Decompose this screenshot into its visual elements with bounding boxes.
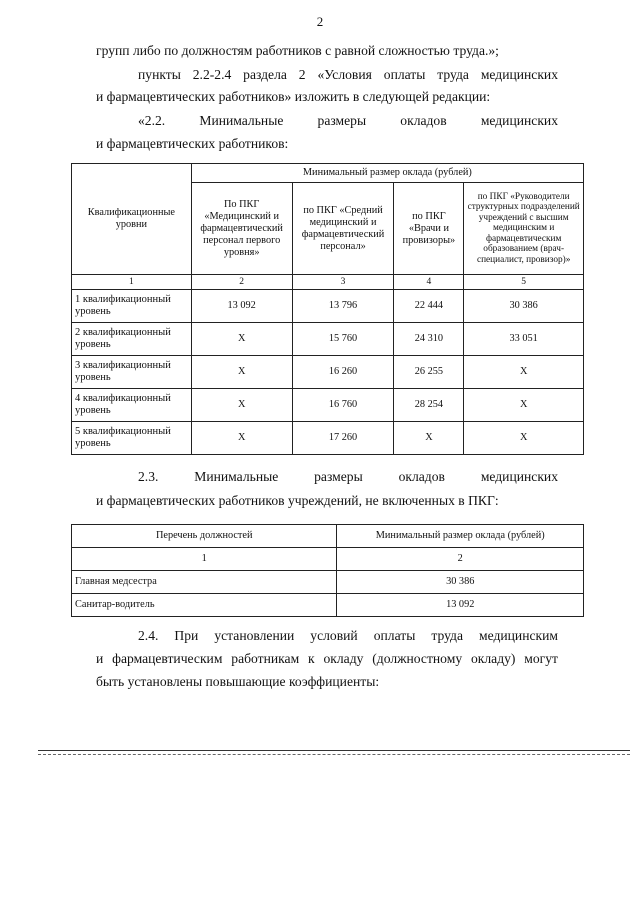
value-cell: 30 386	[464, 290, 584, 323]
table-row	[72, 422, 584, 455]
level-cell: 1 квалификационный уровень	[72, 290, 192, 323]
intro-line-5: и фармацевтических работников:	[96, 136, 289, 151]
page-number: 2	[316, 14, 324, 29]
value-cell: 33 051	[464, 323, 584, 356]
value-cell: X	[394, 422, 464, 455]
value-cell: 13 796	[292, 290, 394, 323]
section-2-4-line-1: 2.4. При установлении условий оплаты труда медицинским	[138, 628, 558, 643]
section-2-4-line-2: и фармацевтическим работникам к окладу (должностному окладу) могут	[96, 651, 558, 666]
table-row	[72, 290, 584, 323]
value-cell: 30 386	[337, 571, 584, 594]
col-number: 1	[72, 275, 192, 290]
section-2-3-line-2: и фармацевтических работников учреждений, не включенных в ПКГ:	[96, 493, 499, 508]
value-cell: 26 255	[394, 356, 464, 389]
value-cell: 16 760	[292, 389, 394, 422]
position-name: Главная медсестра	[72, 571, 337, 594]
value-cell: 17 260	[292, 422, 394, 455]
value-cell: X	[464, 422, 584, 455]
table-row	[72, 571, 584, 594]
level-cell: 5 квалификационный уровень	[72, 422, 192, 455]
table-row	[72, 323, 584, 356]
col-number: 4	[394, 275, 464, 290]
salary-table-pkg	[71, 163, 584, 455]
header-positions: Перечень должностей	[72, 525, 337, 548]
value-cell: 13 092	[337, 594, 584, 617]
header-min-salary: Минимальный размер оклада (рублей)	[337, 525, 584, 548]
col-number: 5	[464, 275, 584, 290]
value-cell: X	[191, 422, 292, 455]
intro-line-1: групп либо по должностям работников с равной сложностью труда.»;	[96, 43, 499, 58]
bottom-divider	[38, 750, 630, 751]
level-cell: 4 квалификационный уровень	[72, 389, 192, 422]
table-row	[72, 356, 584, 389]
value-cell: X	[191, 323, 292, 356]
table-row	[72, 389, 584, 422]
bottom-dashed-divider	[38, 754, 630, 755]
value-cell: 15 760	[292, 323, 394, 356]
header-pkg-doctors: по ПКГ «Врачи и провизоры»	[394, 183, 464, 275]
col-number: 3	[292, 275, 394, 290]
value-cell: 22 444	[394, 290, 464, 323]
intro-line-2: пункты 2.2-2.4 раздела 2 «Условия оплаты труда медицинских	[138, 67, 558, 82]
section-2-4-line-3: быть установлены повышающие коэффициенты:	[96, 674, 380, 689]
position-name: Санитар-водитель	[72, 594, 337, 617]
value-cell: 28 254	[394, 389, 464, 422]
level-cell: 2 квалификационный уровень	[72, 323, 192, 356]
col-number: 2	[337, 548, 584, 571]
salary-table-non-pkg	[71, 524, 584, 617]
table-row	[72, 594, 584, 617]
intro-line-3: и фармацевтических работников» изложить в следующей редакции:	[96, 89, 491, 104]
header-pkg-first-level: По ПКГ «Медицинский и фармацевтический персонал первого уровня»	[191, 183, 292, 275]
value-cell: X	[464, 356, 584, 389]
value-cell: 16 260	[292, 356, 394, 389]
value-cell: 13 092	[191, 290, 292, 323]
value-cell: X	[191, 389, 292, 422]
col-number: 1	[72, 548, 337, 571]
level-cell: 3 квалификационный уровень	[72, 356, 192, 389]
header-qualification-levels: Квалификационные уровни	[72, 164, 192, 275]
value-cell: 24 310	[394, 323, 464, 356]
header-pkg-heads: по ПКГ «Руководители структурных подразделений учреждений с высшим медицинским и фармацевтическим образованием (врач-специалист, провизор)»	[464, 183, 584, 275]
header-min-salary-group: Минимальный размер оклада (рублей)	[191, 164, 583, 183]
col-number: 2	[191, 275, 292, 290]
value-cell: X	[191, 356, 292, 389]
intro-line-4: «2.2. Минимальные размеры окладов медицинских	[138, 113, 558, 128]
value-cell: X	[464, 389, 584, 422]
header-pkg-middle-staff: по ПКГ «Средний медицинский и фармацевтический персонал»	[292, 183, 394, 275]
section-2-3-line-1: 2.3. Минимальные размеры окладов медицинских	[138, 469, 558, 484]
